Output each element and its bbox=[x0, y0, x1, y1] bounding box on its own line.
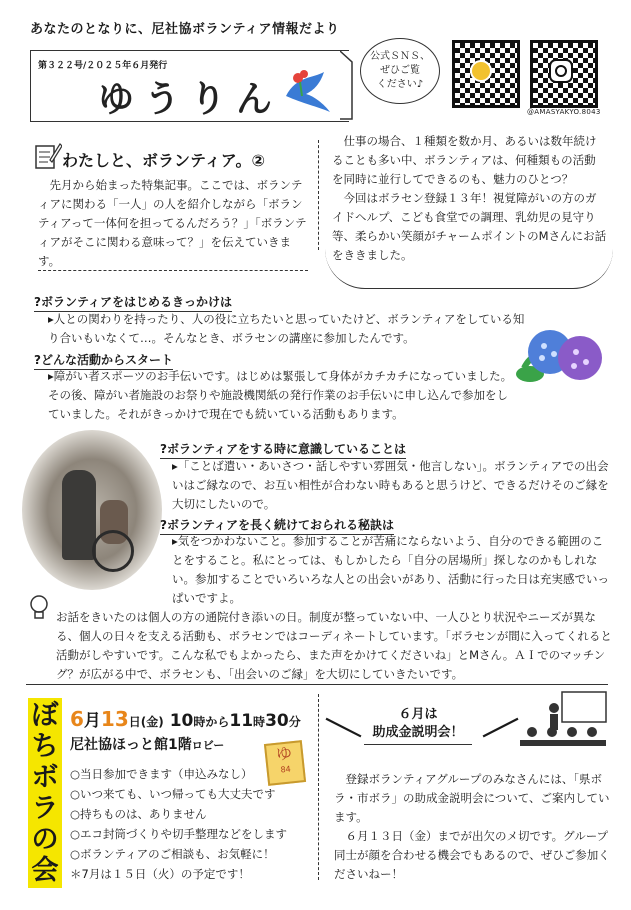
bird-flower-icon bbox=[280, 66, 336, 114]
grant-paragraph: ６月１３日（金）までが出欠のメ切です。グループ同士が顔を合わせる機会でもあるので、ぜひご参加くださいねー！ bbox=[334, 829, 610, 881]
hydrangea-icon bbox=[514, 318, 610, 396]
decorative-stroke: ／ bbox=[480, 708, 520, 751]
feature-intro: 先月から始まった特集記事。ここでは、ボランティアに関わる「一人」の人を紹介しながら「ボランティアって一体何を担ってるんだろう？」「ボランティアがそこに関わる意味って？」を伝えていきます。 bbox=[38, 178, 307, 268]
bubble-line: ください♪ bbox=[376, 79, 424, 90]
stamp-icon: ゆ 84 bbox=[264, 740, 306, 786]
divider bbox=[26, 684, 608, 685]
stamp-text: ゆ bbox=[275, 743, 293, 764]
divider bbox=[318, 694, 319, 880]
list-item: ○当日参加できます（申込みなし） bbox=[70, 767, 253, 781]
event-start: 10 bbox=[169, 711, 194, 731]
tagline: あなたのとなりに、尼社協ボランティア情報だより bbox=[30, 22, 340, 37]
answer-text: ▸人との関わりを持ったり、人の役に立ちたいと思っていたけど、ボランティアをしている知り合いもいなくて…。そんなとき、ボラセンの講座に参加したんです。 bbox=[48, 312, 525, 345]
answer-text: ▸気をつかわないこと。参加することが苦痛にならないよう、自分のできる範囲のことをすること。私にとっては、もしかしたら「自分の居場所」探しなのかもしれない。参加することでいろいろな人との出会いがあり、活動に行った日は充実感でいっぱいですよ。 bbox=[172, 534, 609, 605]
answer-text: ▸「ことば遣い・あいさつ・話しやすい雰囲気・他言しない」。ボランティアでの出会いはご縁なので、お互い相性が合わない時もあると思うけど、できるだけそのご縁を大切にしたいので。 bbox=[172, 459, 609, 511]
question-icon: ? bbox=[160, 518, 167, 532]
grant-title bbox=[364, 706, 472, 745]
question-heading bbox=[34, 291, 232, 312]
feature-heading: わたしと、ボランティア。② bbox=[62, 151, 265, 170]
list-item: ＊7月は１５日（火）の予定です！ bbox=[70, 867, 250, 881]
event-end-minute: 30 bbox=[265, 711, 289, 731]
question-text: ボランティアをはじめるきっかけは bbox=[40, 295, 233, 309]
bochibora-badge: ぼちボラの会 bbox=[28, 698, 62, 888]
smile-icon bbox=[470, 60, 492, 82]
question-icon: ? bbox=[34, 353, 41, 367]
venue-room: ロビー bbox=[191, 739, 225, 752]
grant-title-line: ６月は bbox=[398, 707, 438, 722]
list-item: ○いつ来ても、いつ帰っても大丈夫です bbox=[70, 787, 276, 801]
grant-title-line: 助成金説明会！ bbox=[372, 725, 464, 740]
event-day: 13 bbox=[100, 707, 129, 731]
list-item: ○ボランティアのご相談も、お気軽に！ bbox=[70, 847, 275, 861]
event-datetime: 6月13日(金) 10時から11時30分 bbox=[70, 707, 301, 731]
event-venue bbox=[70, 734, 224, 754]
issue-number: 第３２２号/２０２５年６月発行 bbox=[38, 61, 168, 71]
bubble-line: 公式ＳＮＳ、 bbox=[370, 51, 430, 62]
grant-paragraph: 登録ボランティアグループのみなさんには、「県ボラ・市ボラ」の助成金説明会について、ご案内しています。 bbox=[334, 772, 610, 824]
feature-right-p2: 今回はボラセン登録１３年！視覚障がいの方のガイドヘルプ、こども食堂での調理、乳幼児の見守り等、柔らかい笑顔がチャームポイントのMさんにお話をききました。 bbox=[332, 191, 607, 262]
question-icon: ? bbox=[34, 295, 41, 309]
title-frame-corner bbox=[340, 50, 354, 120]
meeting-illustration bbox=[518, 690, 610, 760]
newsletter-title: ゆうりん bbox=[98, 79, 283, 120]
feature-right-p1: 仕事の場合、１種類を数か月、あるいは数年続けることも多い中、ボランティアは、何種類もの活動を同時に並行してできるのも、魅力のひとつ？ bbox=[332, 134, 597, 186]
question-text: ボランティアを長く続けておられる秘訣は bbox=[166, 518, 395, 532]
instagram-handle: @AMASYAKYO.8043 bbox=[527, 108, 601, 116]
activity-photo bbox=[22, 430, 162, 590]
feature-right bbox=[332, 132, 607, 265]
venue-name: 尼社協ほっと館1階 bbox=[70, 737, 192, 753]
event-end-hour: 11 bbox=[229, 711, 254, 731]
decorative-stroke: ＼ bbox=[324, 708, 364, 751]
question-heading bbox=[160, 438, 406, 459]
closing-text: お話をきいたのは個人の方の通院付き添いの日。制度が整っていない中、一人ひとり状況やニーズが異なる、個人の日々を支える活動も、ボラセンではコーディネートしています。「ボラセンが間に入ってくれると活動がしやすいです。こんな私でもよかったら、また声をかけてくださいね」とMさん。ＡＩでのマッチング？が広がる中で、ボラセンも、「出会いのご縁」を大切にしていきたいです。 bbox=[56, 610, 612, 681]
event-month: 6 bbox=[70, 707, 84, 731]
instagram-icon bbox=[549, 59, 573, 83]
lightbulb-icon bbox=[28, 594, 50, 622]
divider bbox=[318, 140, 319, 250]
list-item: ○エコ封筒づくりや切手整理などをします bbox=[70, 827, 288, 841]
sns-bubble bbox=[360, 38, 440, 104]
question-icon: ? bbox=[160, 442, 167, 456]
notepad-pen-icon bbox=[34, 140, 62, 170]
answer-text: ▸障がい者スポーツのお手伝いです。はじめは緊張して身体がカチカチになっていました。その後、障がい者施設のお祭りや施設機関紙の発行作業のお手伝いに申し込んで参加をしていました。それがきっかけで現在でも続いている活動もあります。 bbox=[48, 369, 513, 421]
grant-text bbox=[334, 770, 610, 884]
bubble-line: ぜひご覧 bbox=[380, 65, 420, 76]
question-text: ボランティアをする時に意識していることは bbox=[166, 442, 407, 456]
event-weekday: 金 bbox=[146, 715, 159, 729]
question-text: どんな活動からスタート bbox=[40, 353, 173, 367]
divider bbox=[38, 270, 308, 271]
list-item: ○持ちものは、ありません bbox=[70, 807, 207, 821]
